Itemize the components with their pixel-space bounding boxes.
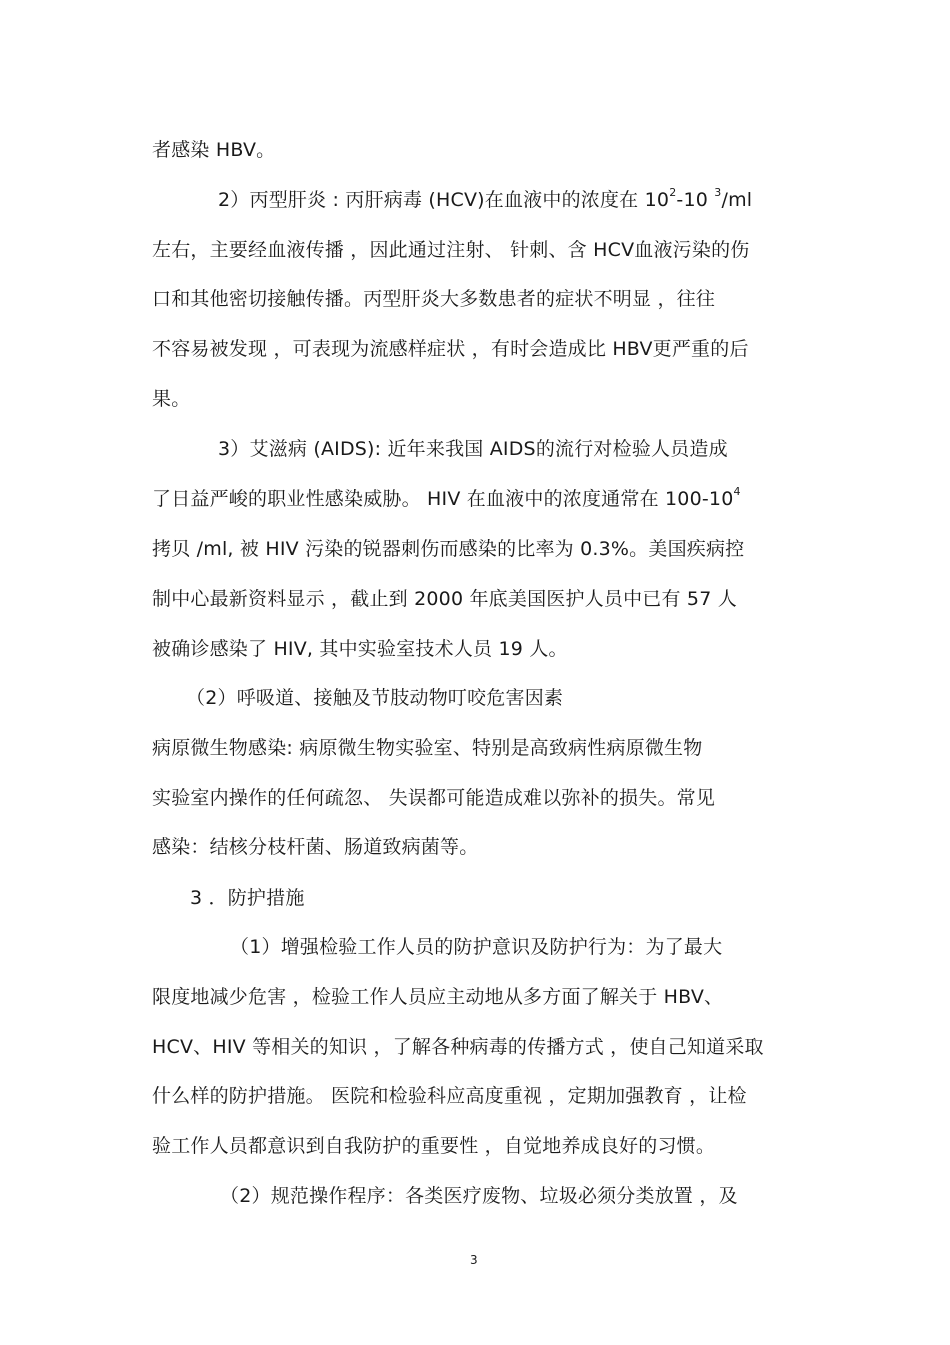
text-line: 了日益严峻的职业性感染威胁。 HIV 在血液中的浓度通常在 $100-10^4$: [152, 484, 741, 510]
superscript: 3: [714, 185, 722, 199]
section-heading: （2）呼吸道、接触及节肢动物叮咬危害因素: [186, 687, 564, 709]
text-line: 被确诊感染了 HIV, 其中实验室技术人员 19 人。: [152, 638, 568, 660]
text-line: 左右，主要经血液传播 ，因此通过注射、 针刺、含 HCV血液污染的伤: [152, 239, 750, 261]
text-line: （2）规范操作程序：各类医疗废物、垃圾必须分类放置 ，及: [220, 1185, 738, 1207]
text-line: 感染：结核分枝杆菌、肠道致病菌等。: [152, 836, 479, 858]
text-line: 口和其他密切接触传播。丙型肝炎大多数患者的症状不明显 ，往往: [152, 288, 716, 310]
section-heading: 3 ．防护措施: [190, 887, 305, 909]
text-line: 者感染 HBV。: [152, 139, 276, 161]
text-line: 什么样的防护措施。 医院和检验科应高度重视 ，定期加强教育 ，让检: [152, 1085, 747, 1107]
text-line: （1）增强检验工作人员的防护意识及防护行为：为了最大: [230, 936, 723, 958]
text-line: 果。: [152, 388, 191, 410]
text-line: 2）丙型肝炎 : 丙肝病毒 (HCV)在血液中的浓度在 $10^2-10$ $^3$/ml: [218, 185, 753, 211]
text-line: 限度地减少危害 ，检验工作人员应主动地从多方面了解关于 HBV、: [152, 986, 724, 1008]
text-line: HCV、HIV 等相关的知识 ，了解各种病毒的传播方式 ，使自己知道采取: [152, 1036, 764, 1058]
text-line: 不容易被发现 ，可表现为流感样症状 ，有时会造成比 HBV更严重的后: [152, 338, 749, 360]
text-line: 病原微生物感染: 病原微生物实验室、特别是高致病性病原微生物: [152, 737, 703, 759]
text-line: 3）艾滋病 (AIDS): 近年来我国 AIDS的流行对检验人员造成: [218, 438, 728, 460]
text-line: 制中心最新资料显示 ，截止到 2000 年底美国医护人员中已有 57 人: [152, 588, 737, 610]
text-line: 实验室内操作的任何疏忽、 失误都可能造成难以弥补的损失。常见: [152, 787, 716, 809]
superscript: 2: [669, 185, 677, 199]
page-number: 3: [470, 1253, 478, 1267]
text-line: 拷贝 /ml, 被 HIV 污染的锐器刺伤而感染的比率为 0.3%。美国疾病控: [152, 538, 745, 560]
text-line: 验工作人员都意识到自我防护的重要性 ，自觉地养成良好的习惯。: [152, 1135, 716, 1157]
superscript: 4: [733, 484, 741, 498]
